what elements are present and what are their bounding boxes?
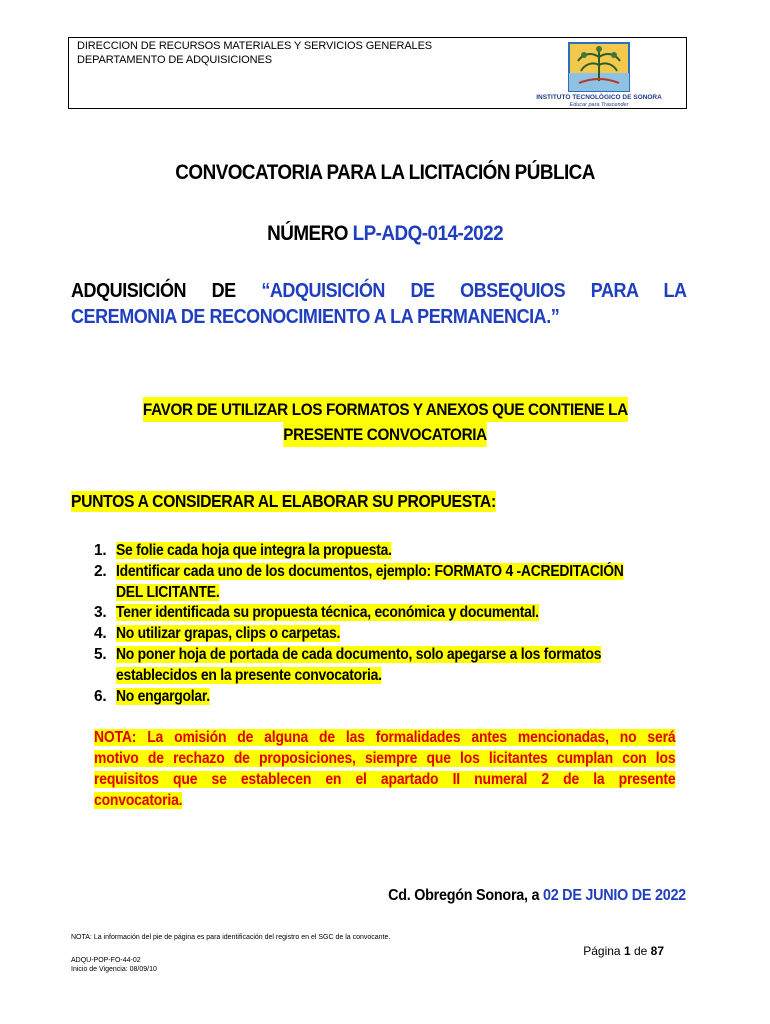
nota-line-1: NOTA: La omisión de alguna de las formalidades antes mencionadas, no será [94,729,676,746]
list-item-text: Se folie cada hoja que integra la propuesta. [116,542,392,559]
list-item-number: 5. [94,645,107,663]
list-item-number: 6. [94,687,107,705]
tender-number-value: LP-ADQ-014-2022 [352,222,503,245]
list-item-number: 4. [94,625,107,643]
page-total: 87 [650,944,664,958]
nota-line-4: convocatoria. [94,792,183,809]
place-label: Cd. Obregón Sonora, a [388,887,544,904]
list-item-number: 1. [94,542,107,559]
logo-institution-name: INSTITUTO TECNOLÓGICO DE SONORA [536,94,662,101]
place-and-date [355,887,686,905]
list-item [94,645,714,687]
formats-notice-line-1: FAVOR DE UTILIZAR LOS FORMATOS Y ANEXOS QUE CONTIENE LA [143,397,628,422]
acquisition-line-1 [71,278,687,304]
list-item [94,603,714,624]
itson-logo-icon [524,41,674,107]
list-item-text: DEL LICITANTE. [116,583,220,601]
page-current: 1 [623,944,631,958]
points-list [94,541,714,707]
logo-motto: Educar para Trascender [569,102,629,108]
nota-line-3: requisitos que se establecen en el apartado II numeral 2 de la presente [94,771,676,788]
tender-number [0,222,770,246]
acquisition-subject: “ADQUISICIÓN DE OBSEQUIOS PARA LA [261,280,687,302]
date-value: 02 DE JUNIO DE 2022 [543,887,686,904]
points-heading: PUNTOS A CONSIDERAR AL ELABORAR SU PROPUESTA: [71,491,496,511]
list-item [94,562,714,604]
formats-notice [0,397,770,447]
acquisition-line-2: CEREMONIA DE RECONOCIMIENTO A LA PERMANENCIA.” [71,306,560,328]
formats-notice-line-2: PRESENTE CONVOCATORIA [283,422,487,447]
acquisition-description [71,278,687,330]
page-number: Página 1 de 87 [583,944,664,958]
list-item-number: 2. [94,562,107,580]
logo-emblem-icon [524,41,674,93]
header-subdepartment: DEPARTAMENTO DE ADQUISICIONES [77,54,272,66]
header-department: DIRECCION DE RECURSOS MATERIALES Y SERVICIOS GENERALES [77,40,433,52]
list-item-text: No utilizar grapas, clips o carpetas. [116,625,341,643]
list-item-text: establecidos en la presente convocatoria. [116,666,382,684]
document-title: CONVOCATORIA PARA LA LICITACIÓN PÚBLICA [175,161,595,184]
footer-note: NOTA: La información del pie de página es para identificación del registro en el SGC de la convocante. [71,934,391,941]
list-item [94,624,714,645]
list-item-text: No poner hoja de portada de cada documento, solo apegarse a los formatos [116,645,602,663]
document-code: ADQU-POP-FO-44-02 [71,957,141,964]
list-item-text: Tener identificada su propuesta técnica, económica y documental. [116,604,539,622]
acquisition-label: ADQUISICIÓN DE [71,280,262,302]
list-item-text: Identificar cada uno de los documentos, ejemplo: FORMATO 4 -ACREDITACIÓN [116,562,624,580]
validity-date: Inicio de Vigencia: 08/09/10 [71,966,157,973]
list-item-number: 3. [94,604,107,622]
list-item [94,541,714,562]
document-header [68,37,687,109]
list-item [94,687,714,708]
nota-paragraph [94,727,676,811]
nota-line-2: motivo de rechazo de proposiciones, siempre que los licitantes cumplan con los [94,750,676,767]
list-item-text: No engargolar. [116,687,210,705]
tender-number-label: NÚMERO [267,222,353,245]
